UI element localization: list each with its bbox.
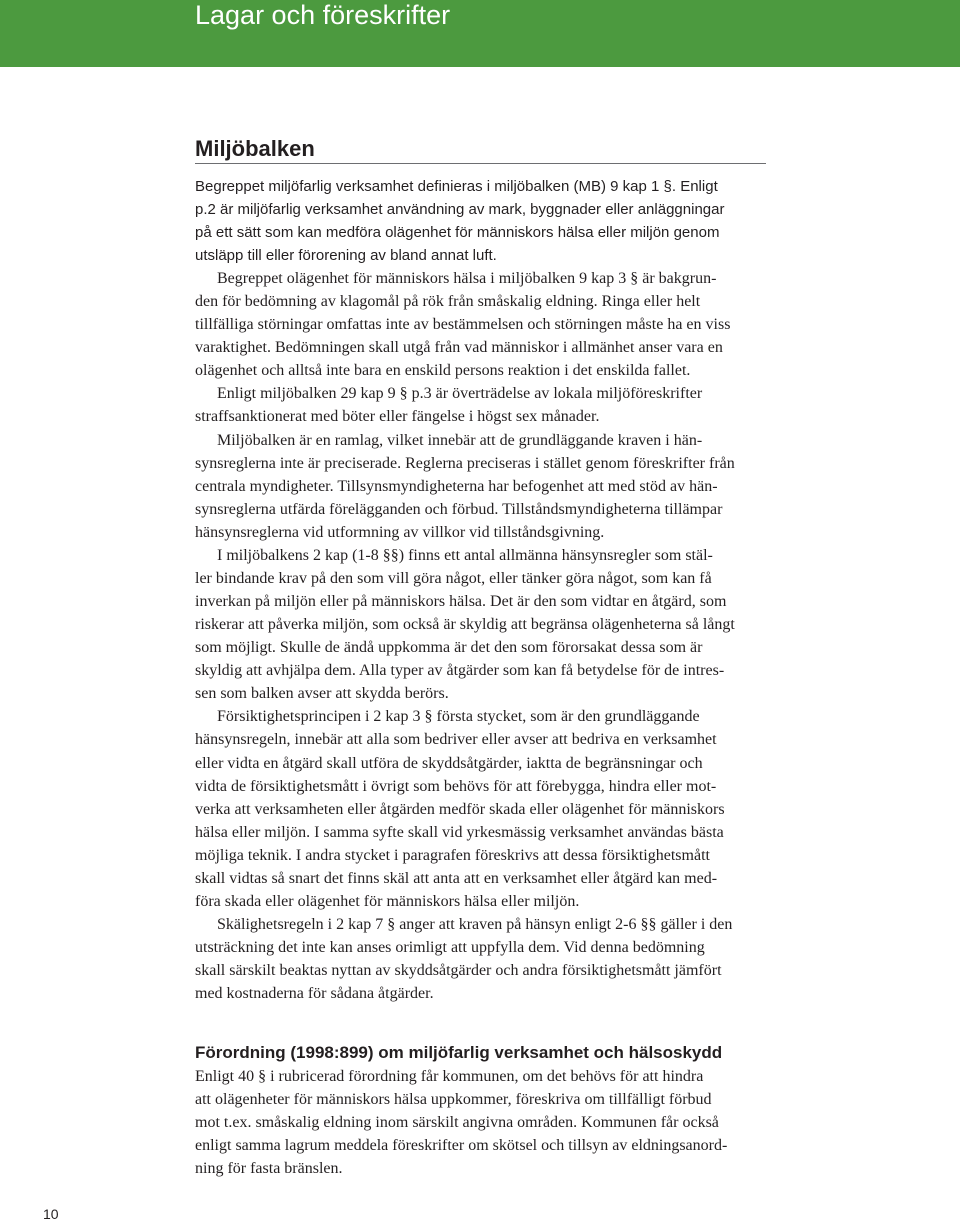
text-line: ler bindande krav på den som vill göra något, eller tänker göra något, som kan få (195, 570, 712, 587)
text-line: den för bedömning av klagomål på rök från småskalig eldning. Ringa eller helt (195, 293, 701, 310)
text-line: hänsynsregeln, innebär att alla som bedriver eller avser att bedriva en verksamhet (195, 731, 717, 748)
text-line: tillfälliga störningar omfattas inte av bestämmelsen och störningen måste ha en viss (195, 316, 731, 333)
text-line: hälsa eller miljön. I samma syfte skall vid yrkesmässig verksamhet användas bästa (195, 824, 724, 841)
text-line: skall vidtas så snart det finns skäl att anta att en verksamhet eller åtgärd kan med- (195, 870, 718, 887)
text-line: olägenhet och alltså inte bara en enskild persons reaktion i det enskilda fallet. (195, 362, 691, 379)
section-title-miljobalken: Miljöbalken (195, 136, 766, 164)
text-line: skall särskilt beaktas nyttan av skyddsåtgärder och andra försiktighetsmått jämfört (195, 962, 722, 979)
text-line: ning för fasta bränslen. (195, 1160, 343, 1177)
text-line: med kostnaderna för sådana åtgärder. (195, 985, 434, 1002)
text-line: att olägenheter för människors hälsa uppkommer, föreskriva om tillfälligt förbud (195, 1091, 712, 1108)
text-line: möjliga teknik. I andra stycket i paragrafen föreskrivs att dessa försiktighetsmått (195, 847, 710, 864)
text-line: Begreppet miljöfarlig verksamhet definieras i miljöbalken (MB) 9 kap 1 §. Enligt (195, 178, 718, 195)
text-line: I miljöbalkens 2 kap (1-8 §§) finns ett antal allmänna hänsynsregler som stäl- (217, 547, 713, 564)
text-line: utsläpp till eller förorening av bland annat luft. (195, 247, 497, 264)
text-line: sen som balken avser att skydda berörs. (195, 685, 449, 702)
header-band (0, 0, 960, 67)
text-line: synsreglerna inte är preciserade. Reglerna preciseras i stället genom föreskrifter från (195, 455, 735, 472)
text-line: straffsanktionerat med böter eller fängelse i högst sex månader. (195, 408, 600, 425)
text-line: Enligt 40 § i rubricerad förordning får kommunen, om det behövs för att hindra (195, 1068, 704, 1085)
text-line: p.2 är miljöfarlig verksamhet användning av mark, byggnader eller anläggningar (195, 201, 725, 218)
text-line: Miljöbalken är en ramlag, vilket innebär att de grundläggande kraven i hän- (217, 432, 703, 449)
page-number: 10 (43, 1206, 59, 1222)
text-line: på ett sätt som kan medföra olägenhet för människors hälsa eller miljön genom (195, 224, 720, 241)
section-title-forordning: Förordning (1998:899) om miljöfarlig verksamhet och hälsoskydd (195, 1043, 723, 1062)
text-line: som möjligt. Skulle de ändå uppkomma är det den som förorsakat dessa som är (195, 639, 703, 656)
text-line: riskerar att påverka miljön, som också är skyldig att begränsa olägenheterna så långt (195, 616, 735, 633)
text-line: föra skada eller olägenhet för människors hälsa eller miljön. (195, 893, 580, 910)
text-line: Försiktighetsprincipen i 2 kap 3 § första stycket, som är den grundläggande (217, 708, 700, 725)
text-line: inverkan på miljön eller på människors hälsa. Det är den som vidtar en åtgärd, som (195, 593, 727, 610)
text-line: verka att verksamheten eller åtgärden medför skada eller olägenhet för människors (195, 801, 725, 818)
text-line: eller vidta en åtgärd skall utföra de skyddsåtgärder, iaktta de begränsningar och (195, 755, 703, 772)
text-line: Begreppet olägenhet för människors hälsa i miljöbalken 9 kap 3 § är bakgrun- (217, 270, 717, 287)
text-line: enligt samma lagrum meddela föreskrifter om skötsel och tillsyn av eldningsanord- (195, 1137, 728, 1154)
text-line: varaktighet. Bedömningen skall utgå från vad människor i allmänhet anser vara en (195, 339, 723, 356)
text-line: hänsynsreglerna vid utformning av villkor vid tillståndsgivning. (195, 524, 605, 541)
page-header-title: Lagar och föreskrifter (195, 0, 451, 30)
text-line: Enligt miljöbalken 29 kap 9 § p.3 är överträdelse av lokala miljöföreskrifter (217, 385, 703, 402)
text-line: vidta de försiktighetsmått i övrigt som behövs för att förebygga, hindra eller mot- (195, 778, 717, 795)
text-line: utsträckning det inte kan anses orimligt att uppfylla dem. Vid denna bedömning (195, 939, 705, 956)
text-line: centrala myndigheter. Tillsynsmyndigheterna har befogenhet att med stöd av hän- (195, 478, 718, 495)
text-line: synsreglerna utfärda förelägganden och förbud. Tillståndsmyndigheterna tillämpar (195, 501, 723, 518)
text-line: skyldig att avhjälpa dem. Alla typer av åtgärder som kan få betydelse för de intres- (195, 662, 725, 679)
text-line: mot t.ex. småskalig eldning inom särskilt angivna områden. Kommunen får också (195, 1114, 719, 1131)
text-line: Skälighetsregeln i 2 kap 7 § anger att kraven på hänsyn enligt 2-6 §§ gäller i den (217, 916, 733, 933)
